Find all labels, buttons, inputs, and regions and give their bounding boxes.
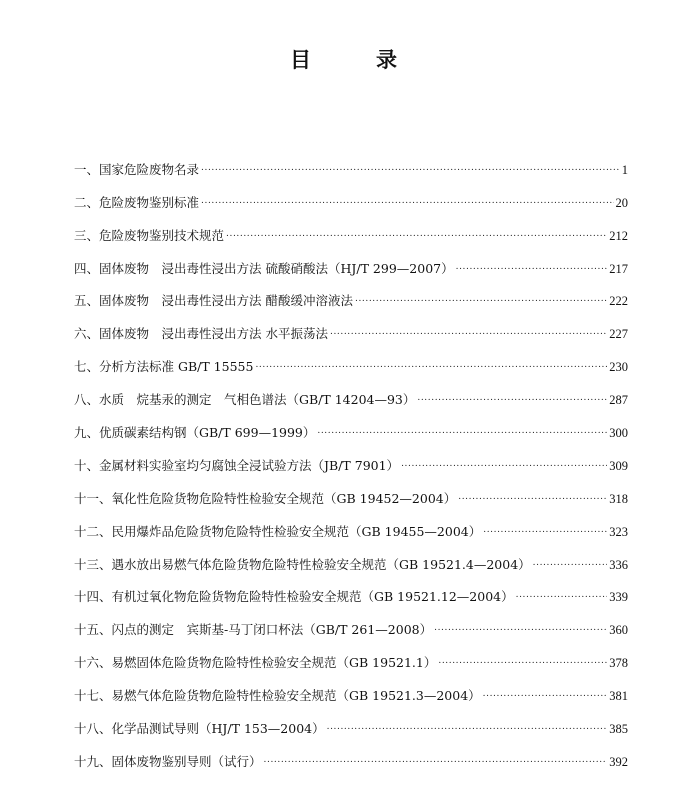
toc-dot-leader [317, 425, 607, 441]
toc-entry-title: 易燃固体危险货物危险特性检验安全规范（GB 19521.1） [111, 655, 437, 671]
toc-entry-title: 有机过氧化物危险货物危险特性检验安全规范（GB 19521.12—2004） [111, 589, 514, 605]
toc-entry-number: 十四、 [74, 589, 112, 605]
toc-entry-number: 九、 [74, 425, 100, 441]
toc-entry-number: 七、 [74, 359, 100, 375]
toc-entry-title: 固体废物 浸出毒性浸出方法 硫酸硝酸法（HJ/T 299—2007） [99, 260, 454, 276]
toc-entry-number: 十二、 [74, 523, 112, 539]
toc-entry-page-number: 392 [609, 754, 628, 769]
toc-dot-leader [255, 359, 607, 375]
toc-entry[interactable] [74, 737, 628, 770]
toc-dot-leader [330, 326, 607, 342]
toc-entry-number: 八、 [74, 392, 100, 408]
toc-dot-leader [483, 524, 607, 540]
toc-entry[interactable] [74, 671, 628, 704]
toc-entry-page-number: 323 [609, 524, 628, 539]
toc-entry[interactable] [74, 704, 628, 737]
toc-entry[interactable] [74, 145, 628, 178]
toc-dot-leader [201, 162, 620, 178]
toc-entry-page-number: 318 [609, 491, 628, 506]
toc-dot-leader [355, 293, 607, 309]
toc-entry-page-number: 339 [609, 590, 628, 605]
toc-entry-page-number: 378 [609, 656, 628, 671]
toc-entry-number: 十五、 [74, 622, 112, 638]
toc-entry-page-number: 230 [609, 360, 628, 375]
toc-entry-title: 氧化性危险货物危险特性检验安全规范（GB 19452—2004） [111, 490, 457, 506]
toc-entry-number: 二、 [74, 194, 100, 210]
toc-entry[interactable] [74, 375, 628, 408]
toc-entry-title: 危险废物鉴别技术规范 [99, 227, 225, 243]
toc-entry-number: 四、 [74, 260, 100, 276]
toc-entry[interactable] [74, 474, 628, 507]
toc-entry-title: 优质碳素结构钢（GB/T 699—1999） [99, 425, 316, 441]
toc-entry-title: 民用爆炸品危险货物危险特性检验安全规范（GB 19455—2004） [111, 523, 482, 539]
toc-entry-number: 十一、 [74, 490, 112, 506]
toc-entry-page-number: 360 [609, 623, 628, 638]
toc-entry[interactable] [74, 540, 628, 573]
toc-entry-page-number: 309 [609, 458, 628, 473]
toc-entry[interactable] [74, 244, 628, 277]
toc-entry-page-number: 300 [609, 426, 628, 441]
toc-entry-page-number: 336 [609, 557, 628, 572]
toc-entry-title: 固体废物 浸出毒性浸出方法 醋酸缓冲溶液法 [99, 293, 353, 309]
toc-dot-leader [483, 688, 608, 704]
toc-entry[interactable] [74, 408, 628, 441]
toc-dot-leader [438, 655, 607, 671]
toc-entry-number: 五、 [74, 293, 100, 309]
toc-entry-page-number: 381 [609, 689, 628, 704]
toc-dot-leader [516, 589, 608, 605]
toc-dot-leader [533, 557, 608, 573]
toc-entry-title: 遇水放出易燃气体危险货物危险特性检验安全规范（GB 19521.4—2004） [111, 556, 531, 572]
page-title: 目 录 [290, 48, 419, 72]
toc-entry-number: 十、 [74, 457, 100, 473]
toc-entry[interactable] [74, 605, 628, 638]
toc-entry[interactable] [74, 573, 628, 606]
toc-entry-title: 国家危险废物名录 [99, 161, 200, 177]
table-of-contents [74, 145, 628, 770]
toc-entry[interactable] [74, 342, 628, 375]
toc-entry-number: 十三、 [74, 556, 112, 572]
toc-entry-page-number: 1 [621, 162, 628, 177]
toc-entry[interactable] [74, 638, 628, 671]
toc-dot-leader [434, 622, 607, 638]
toc-entry-title: 固体废物鉴别导则（试行） [111, 753, 262, 769]
toc-entry-title: 危险废物鉴别标准 [99, 194, 200, 210]
toc-entry-title: 闪点的测定 宾斯基-马丁闭口杯法（GB/T 261—2008） [111, 622, 433, 638]
toc-entry-number: 一、 [74, 161, 100, 177]
toc-dot-leader [264, 754, 608, 770]
toc-dot-leader [456, 261, 608, 277]
toc-entry-number: 六、 [74, 326, 100, 342]
toc-entry-title: 固体废物 浸出毒性浸出方法 水平振荡法 [99, 326, 328, 342]
toc-entry[interactable] [74, 277, 628, 310]
toc-dot-leader [226, 228, 607, 244]
toc-entry-number: 十六、 [74, 655, 112, 671]
toc-entry[interactable] [74, 211, 628, 244]
toc-entry[interactable] [74, 309, 628, 342]
toc-entry-page-number: 385 [609, 722, 628, 737]
toc-dot-leader [201, 195, 613, 211]
toc-entry-title: 水质 烷基汞的测定 气相色谱法（GB/T 14204—93） [99, 392, 416, 408]
toc-entry[interactable] [74, 178, 628, 211]
toc-entry-title: 分析方法标准 GB/T 15555 [99, 359, 254, 375]
toc-entry[interactable] [74, 507, 628, 540]
toc-entry-number: 十八、 [74, 721, 112, 737]
toc-entry-page-number: 227 [609, 327, 628, 342]
toc-entry-page-number: 20 [615, 195, 628, 210]
toc-entry-number: 三、 [74, 227, 100, 243]
toc-entry-page-number: 287 [609, 393, 628, 408]
toc-dot-leader [401, 458, 607, 474]
toc-entry-number: 十九、 [74, 753, 112, 769]
toc-dot-leader [327, 721, 608, 737]
toc-entry-number: 十七、 [74, 688, 112, 704]
toc-entry-page-number: 212 [609, 228, 628, 243]
toc-dot-leader [458, 491, 607, 507]
toc-dot-leader [417, 392, 607, 408]
toc-entry-page-number: 222 [609, 294, 628, 309]
toc-entry-title: 化学品测试导则（HJ/T 153—2004） [111, 721, 325, 737]
toc-entry-title: 易燃气体危险货物危险特性检验安全规范（GB 19521.3—2004） [111, 688, 481, 704]
toc-entry-title: 金属材料实验室均匀腐蚀全浸试验方法（JB/T 7901） [99, 457, 400, 473]
toc-entry[interactable] [74, 441, 628, 474]
toc-entry-page-number: 217 [609, 261, 628, 276]
